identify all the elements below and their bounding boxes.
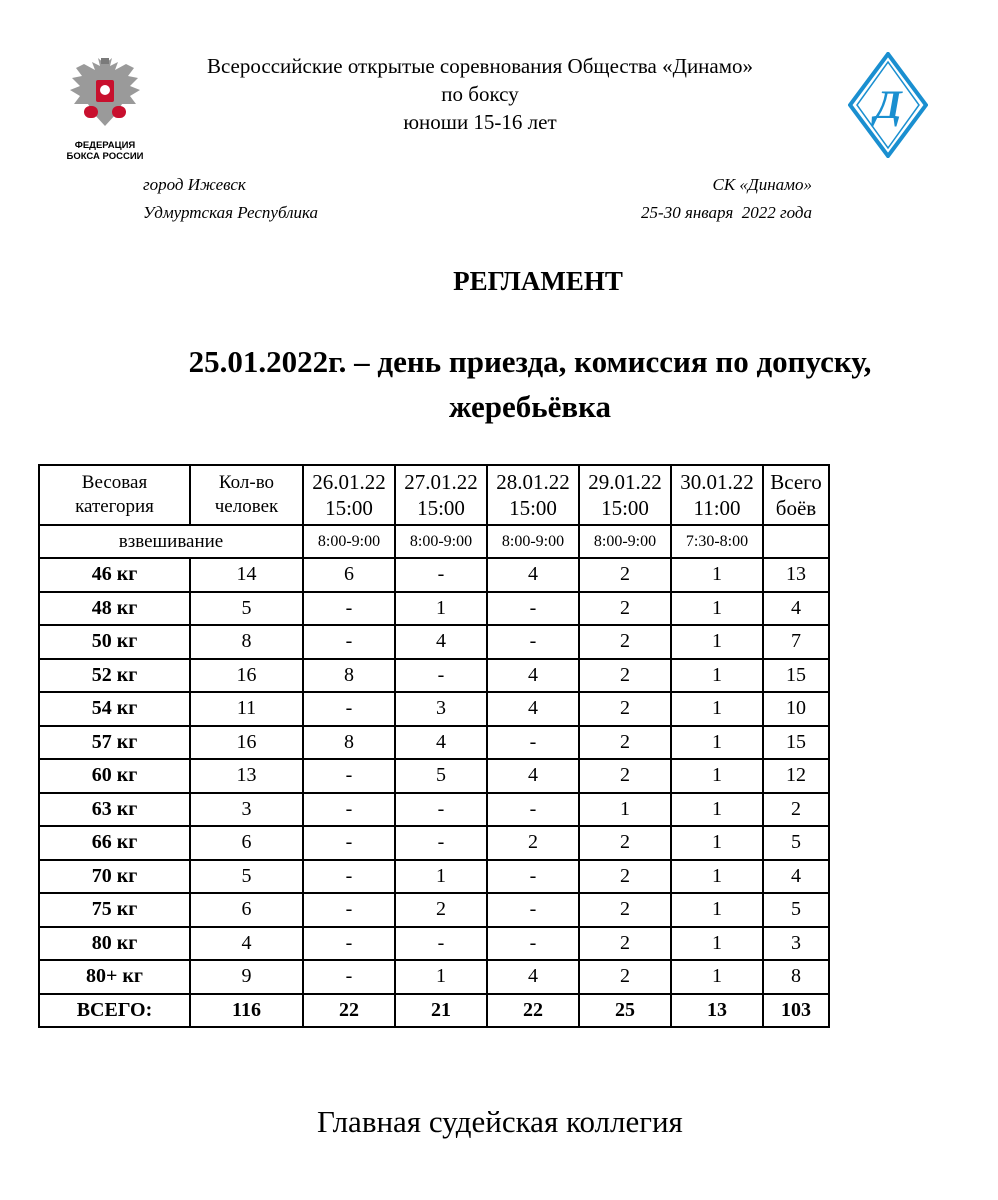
event-title-line-3: юноши 15-16 лет xyxy=(403,110,557,134)
header-day-5 xyxy=(671,465,763,525)
day-bouts-cell: - xyxy=(395,659,487,693)
day-bouts-cell: 2 xyxy=(579,759,671,793)
day-bouts-cell: 2 xyxy=(579,893,671,927)
total-bouts-cell: 12 xyxy=(763,759,829,793)
day-bouts-cell: - xyxy=(303,625,395,659)
judges-panel-signature: Главная судейская коллегия xyxy=(317,1104,683,1139)
weight-category-cell: 50 кг xyxy=(39,625,190,659)
weighing-label: взвешивание xyxy=(39,525,303,558)
header-day-date: 29.01.22 xyxy=(588,470,662,494)
header-people-count xyxy=(190,465,303,525)
header-day-time: 15:00 xyxy=(325,496,373,520)
header-day-time: 15:00 xyxy=(417,496,465,520)
total-bouts-cell: 15 xyxy=(763,726,829,760)
day-bouts-cell: 8 xyxy=(303,659,395,693)
total-bouts-cell: 5 xyxy=(763,893,829,927)
weight-category-cell: 75 кг xyxy=(39,893,190,927)
header-day-4 xyxy=(579,465,671,525)
day-bouts-cell: - xyxy=(395,927,487,961)
day-bouts-cell: 1 xyxy=(671,558,763,592)
day-bouts-cell: - xyxy=(395,558,487,592)
table-row xyxy=(39,826,829,860)
weighing-time: 8:00-9:00 xyxy=(303,525,395,558)
day-bouts-cell: - xyxy=(303,860,395,894)
header-day-time: 11:00 xyxy=(693,496,741,520)
totals-total: 103 xyxy=(763,994,829,1028)
day-bouts-cell: 1 xyxy=(395,592,487,626)
people-count-cell: 8 xyxy=(190,625,303,659)
day-bouts-cell: 4 xyxy=(487,692,579,726)
day-bouts-cell: 1 xyxy=(671,692,763,726)
event-title-line-2: по боксу xyxy=(441,82,519,106)
total-bouts-cell: 5 xyxy=(763,826,829,860)
header-total-bouts xyxy=(763,465,829,525)
header-total-line-2: боёв xyxy=(775,496,817,520)
day-bouts-cell: 1 xyxy=(395,860,487,894)
total-bouts-cell: 13 xyxy=(763,558,829,592)
weight-category-cell: 80+ кг xyxy=(39,960,190,994)
day-bouts-cell: - xyxy=(303,592,395,626)
day-bouts-cell: - xyxy=(487,927,579,961)
day-bouts-cell: 2 xyxy=(395,893,487,927)
weight-category-cell: 63 кг xyxy=(39,793,190,827)
header-day-1 xyxy=(303,465,395,525)
day-bouts-cell: - xyxy=(395,793,487,827)
day-bouts-cell: - xyxy=(487,893,579,927)
header-day-date: 28.01.22 xyxy=(496,470,570,494)
day-bouts-cell: - xyxy=(395,826,487,860)
day-bouts-cell: 4 xyxy=(487,960,579,994)
day-bouts-cell: - xyxy=(487,860,579,894)
day-bouts-cell: 4 xyxy=(487,558,579,592)
people-count-cell: 4 xyxy=(190,927,303,961)
day-bouts-cell: 2 xyxy=(579,692,671,726)
weighing-time: 8:00-9:00 xyxy=(579,525,671,558)
table-row xyxy=(39,793,829,827)
table-row xyxy=(39,860,829,894)
people-count-cell: 5 xyxy=(190,860,303,894)
day-bouts-cell: 4 xyxy=(487,759,579,793)
totals-label: ВСЕГО: xyxy=(39,994,190,1028)
table-row xyxy=(39,558,829,592)
weighing-row xyxy=(39,525,829,558)
header-count-line-1: Кол-во xyxy=(218,472,275,493)
total-bouts-cell: 10 xyxy=(763,692,829,726)
day-bouts-cell: 2 xyxy=(579,558,671,592)
day-bouts-cell: 1 xyxy=(671,793,763,827)
dynamo-rhombus-icon xyxy=(848,52,928,158)
day-bouts-cell: 8 xyxy=(303,726,395,760)
day-bouts-cell: - xyxy=(303,759,395,793)
header-day-time: 15:00 xyxy=(509,496,557,520)
day-bouts-cell: - xyxy=(303,692,395,726)
day-bouts-cell: 1 xyxy=(671,893,763,927)
day-bouts-cell: 5 xyxy=(395,759,487,793)
header-day-date: 26.01.22 xyxy=(312,470,386,494)
table-row xyxy=(39,927,829,961)
day-bouts-cell: 2 xyxy=(579,826,671,860)
table-header-row xyxy=(39,465,829,525)
total-bouts-cell: 4 xyxy=(763,592,829,626)
people-count-cell: 13 xyxy=(190,759,303,793)
header-day-date: 27.01.22 xyxy=(404,470,478,494)
day-bouts-cell: 1 xyxy=(395,960,487,994)
table-row xyxy=(39,692,829,726)
day-bouts-cell: - xyxy=(303,893,395,927)
total-bouts-cell: 3 xyxy=(763,927,829,961)
table-row xyxy=(39,759,829,793)
header-day-date: 30.01.22 xyxy=(680,470,754,494)
weighing-time: 8:00-9:00 xyxy=(395,525,487,558)
day-bouts-cell: - xyxy=(487,625,579,659)
dynamo-logo xyxy=(848,52,928,158)
day-bouts-cell: - xyxy=(303,960,395,994)
city-text: город Ижевск xyxy=(143,175,246,194)
people-count-cell: 9 xyxy=(190,960,303,994)
day-bouts-cell: 2 xyxy=(579,726,671,760)
day-bouts-cell: 2 xyxy=(579,927,671,961)
day-bouts-cell: - xyxy=(487,726,579,760)
totals-people: 116 xyxy=(190,994,303,1028)
day-bouts-cell: 6 xyxy=(303,558,395,592)
day-bouts-cell: - xyxy=(303,793,395,827)
event-title-line-1: Всероссийские открытые соревнования Общества «Динамо» xyxy=(206,54,754,78)
weight-category-cell: 46 кг xyxy=(39,558,190,592)
header-day-3 xyxy=(487,465,579,525)
weight-category-cell: 57 кг xyxy=(39,726,190,760)
weighing-time: 8:00-9:00 xyxy=(487,525,579,558)
table-row xyxy=(39,625,829,659)
total-bouts-cell: 15 xyxy=(763,659,829,693)
people-count-cell: 11 xyxy=(190,692,303,726)
weight-category-cell: 48 кг xyxy=(39,592,190,626)
day-bouts-cell: 2 xyxy=(487,826,579,860)
total-bouts-cell: 8 xyxy=(763,960,829,994)
totals-row xyxy=(39,994,829,1028)
logo-caption-line-2: БОКСА РОССИИ xyxy=(66,151,144,162)
arrival-day-line-1: 25.01.2022г. – день приезда, комиссия по допуску, xyxy=(188,344,872,379)
day-bouts-cell: 1 xyxy=(671,592,763,626)
day-bouts-cell: 1 xyxy=(671,960,763,994)
weight-rows xyxy=(39,558,829,994)
day-bouts-cell: - xyxy=(487,592,579,626)
table-row xyxy=(39,960,829,994)
totals-day: 22 xyxy=(487,994,579,1028)
header-day-2 xyxy=(395,465,487,525)
people-count-cell: 16 xyxy=(190,659,303,693)
day-bouts-cell: 2 xyxy=(579,592,671,626)
weight-category-cell: 80 кг xyxy=(39,927,190,961)
day-bouts-cell: 4 xyxy=(395,625,487,659)
table-row xyxy=(39,726,829,760)
people-count-cell: 16 xyxy=(190,726,303,760)
weight-category-cell: 52 кг xyxy=(39,659,190,693)
people-count-cell: 5 xyxy=(190,592,303,626)
day-bouts-cell: 2 xyxy=(579,860,671,894)
total-bouts-cell: 4 xyxy=(763,860,829,894)
header-category-line-2: категория xyxy=(75,496,154,517)
weight-category-cell: 70 кг xyxy=(39,860,190,894)
total-bouts-cell: 7 xyxy=(763,625,829,659)
table-row xyxy=(39,592,829,626)
regulation-title: РЕГЛАМЕНТ xyxy=(453,266,623,296)
totals-day: 22 xyxy=(303,994,395,1028)
day-bouts-cell: 1 xyxy=(671,625,763,659)
day-bouts-cell: 1 xyxy=(671,726,763,760)
people-count-cell: 6 xyxy=(190,826,303,860)
people-count-cell: 3 xyxy=(190,793,303,827)
header-day-time: 15:00 xyxy=(601,496,649,520)
header-category-line-1: Весовая xyxy=(81,472,148,493)
day-bouts-cell: - xyxy=(303,826,395,860)
weight-category-cell: 60 кг xyxy=(39,759,190,793)
schedule-table xyxy=(38,464,830,1028)
day-bouts-cell: 1 xyxy=(671,759,763,793)
day-bouts-cell: 1 xyxy=(671,826,763,860)
venue-text: СК «Динамо» xyxy=(712,175,812,194)
total-bouts-cell: 2 xyxy=(763,793,829,827)
day-bouts-cell: 4 xyxy=(487,659,579,693)
day-bouts-cell: 1 xyxy=(671,659,763,693)
people-count-cell: 14 xyxy=(190,558,303,592)
table-row xyxy=(39,893,829,927)
dates-text: 25-30 января 2022 года xyxy=(641,203,812,222)
logo-caption-line-1: ФЕДЕРАЦИЯ xyxy=(74,140,136,151)
day-bouts-cell: 4 xyxy=(395,726,487,760)
day-bouts-cell: 1 xyxy=(671,860,763,894)
header-count-line-2: человек xyxy=(214,496,279,517)
weight-category-cell: 54 кг xyxy=(39,692,190,726)
day-bouts-cell: 2 xyxy=(579,659,671,693)
weighing-empty-cell xyxy=(763,525,829,558)
header-total-line-1: Всего xyxy=(770,470,822,494)
totals-day: 25 xyxy=(579,994,671,1028)
totals-day: 21 xyxy=(395,994,487,1028)
day-bouts-cell: - xyxy=(303,927,395,961)
day-bouts-cell: 1 xyxy=(579,793,671,827)
day-bouts-cell: 1 xyxy=(671,927,763,961)
totals-day: 13 xyxy=(671,994,763,1028)
weight-category-cell: 66 кг xyxy=(39,826,190,860)
dynamo-letter: Д xyxy=(874,82,902,127)
table-row xyxy=(39,659,829,693)
arrival-day-line-2: жеребьёвка xyxy=(448,389,612,424)
header-weight-category xyxy=(39,465,190,525)
day-bouts-cell: 2 xyxy=(579,625,671,659)
people-count-cell: 6 xyxy=(190,893,303,927)
day-bouts-cell: - xyxy=(487,793,579,827)
day-bouts-cell: 3 xyxy=(395,692,487,726)
day-bouts-cell: 2 xyxy=(579,960,671,994)
weighing-time: 7:30-8:00 xyxy=(671,525,763,558)
region-text: Удмуртская Республика xyxy=(143,203,319,222)
